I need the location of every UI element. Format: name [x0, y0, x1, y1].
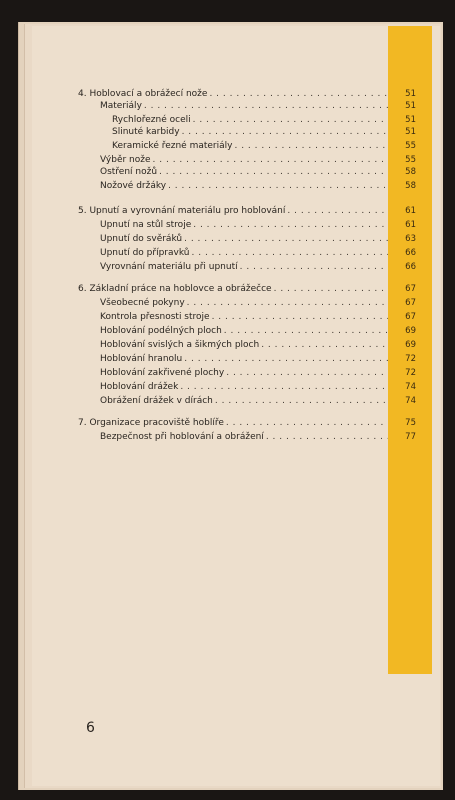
toc-entry-page: 58	[405, 181, 416, 191]
toc-entry	[100, 247, 388, 259]
toc-entry-page: 67	[405, 298, 416, 308]
toc-entry-page: 66	[405, 248, 416, 258]
toc-entry	[100, 233, 388, 245]
toc-entry-page: 58	[405, 167, 416, 177]
toc-entry-title: Bezpečnost při hoblování a obrážení	[100, 432, 264, 442]
toc-entry-title: 5. Upnutí a vyrovnání materiálu pro hoblování	[78, 206, 286, 216]
toc-entry	[100, 154, 388, 166]
toc-entry	[112, 126, 388, 138]
dot-leader	[159, 166, 388, 178]
toc-entry-page: 51	[405, 115, 416, 125]
toc-entry	[100, 311, 388, 323]
toc-entry-title: Kontrola přesnosti stroje	[100, 312, 210, 322]
toc-entry-title: 4. Hoblovací a obrážecí nože	[78, 89, 208, 99]
dot-leader	[192, 247, 389, 259]
dot-leader	[234, 140, 388, 152]
toc-entry-page: 63	[405, 234, 416, 244]
toc-entry	[100, 395, 388, 407]
toc-entry-page: 69	[405, 326, 416, 336]
toc-entry-title: Slinuté karbidy	[112, 127, 180, 137]
dot-leader	[184, 353, 388, 365]
toc-entry-title: Rychlořezné oceli	[112, 115, 191, 125]
toc-entry	[100, 166, 388, 178]
toc-entry	[112, 114, 388, 126]
dot-leader	[261, 339, 388, 351]
toc-entry-title: Materiály	[100, 101, 142, 111]
toc-entry-title: Upnutí do přípravků	[100, 248, 190, 258]
toc-entry-page: 69	[405, 340, 416, 350]
dot-leader	[184, 233, 388, 245]
toc-entry-page: 61	[405, 220, 416, 230]
toc-entry-title: Výběr nože	[100, 155, 151, 165]
toc-entry-page: 61	[405, 206, 416, 216]
dot-leader	[182, 126, 388, 138]
toc-entry-page: 55	[405, 141, 416, 151]
toc-entry	[100, 367, 388, 379]
dot-leader	[266, 431, 388, 443]
dot-leader	[144, 100, 388, 112]
toc-entry-page: 51	[405, 127, 416, 137]
dot-leader	[153, 154, 388, 166]
dot-leader	[193, 219, 388, 231]
toc-entry	[100, 100, 388, 112]
toc-entry-title: Hoblování hranolu	[100, 354, 183, 364]
dot-leader	[187, 297, 388, 309]
toc-entry	[100, 219, 388, 231]
toc-entry-page: 51	[405, 89, 416, 99]
toc-entry-title: Ostření nožů	[100, 167, 158, 177]
dot-leader	[224, 325, 388, 337]
dot-leader	[180, 381, 388, 393]
dot-leader	[240, 261, 388, 273]
toc-entry-page: 51	[405, 101, 416, 111]
page-number: 6	[86, 720, 95, 736]
toc-entry-title: Upnutí do svěráků	[100, 234, 183, 244]
dot-leader	[274, 283, 388, 295]
dot-leader	[209, 88, 388, 100]
toc-entry	[100, 297, 388, 309]
toc-entry-page: 66	[405, 262, 416, 272]
toc-entry-title: 7. Organizace pracoviště hoblíře	[78, 418, 224, 428]
toc-entry	[112, 140, 388, 152]
toc-entry	[78, 88, 388, 100]
toc-entry	[100, 431, 388, 443]
toc-entry	[100, 261, 388, 273]
toc-entry-page: 74	[405, 396, 416, 406]
toc-entry-title: 6. Základní práce na hoblovce a obrážečce	[78, 284, 272, 294]
dot-leader	[193, 114, 388, 126]
toc-entry	[100, 180, 388, 192]
toc-entry-title: Hoblování zakřivené plochy	[100, 368, 225, 378]
toc-entry-page: 72	[405, 354, 416, 364]
toc-entry-page: 75	[405, 418, 416, 428]
toc-entry	[78, 205, 388, 217]
toc-entry	[100, 339, 388, 351]
toc-entry	[100, 381, 388, 393]
dot-leader	[287, 205, 388, 217]
toc-entry-page: 55	[405, 155, 416, 165]
toc-entry-title: Všeobecné pokyny	[100, 298, 185, 308]
toc-entry-title: Hoblování svislých a šikmých ploch	[100, 340, 260, 350]
toc-entry	[78, 417, 388, 429]
toc-entry-page: 67	[405, 284, 416, 294]
toc-entry	[78, 283, 388, 295]
dot-leader	[226, 417, 388, 429]
dot-leader	[226, 367, 388, 379]
toc-entry-page: 67	[405, 312, 416, 322]
toc-entry-title: Obrážení drážek v dírách	[100, 396, 213, 406]
dot-leader	[215, 395, 388, 407]
toc-entry-page: 77	[405, 432, 416, 442]
toc-entry	[100, 353, 388, 365]
toc-entry	[100, 325, 388, 337]
toc-entry-title: Hoblování drážek	[100, 382, 179, 392]
dot-leader	[168, 180, 388, 192]
toc-entry-title: Hoblování podélných ploch	[100, 326, 222, 336]
toc-entry-title: Keramické řezné materiály	[112, 141, 233, 151]
toc-entry-page: 72	[405, 368, 416, 378]
toc-entry-title: Nožové držáky	[100, 181, 167, 191]
toc-entry-title: Upnutí na stůl stroje	[100, 220, 192, 230]
toc-entry-page: 74	[405, 382, 416, 392]
dot-leader	[212, 311, 388, 323]
toc-entry-title: Vyrovnání materiálu při upnutí	[100, 262, 238, 272]
